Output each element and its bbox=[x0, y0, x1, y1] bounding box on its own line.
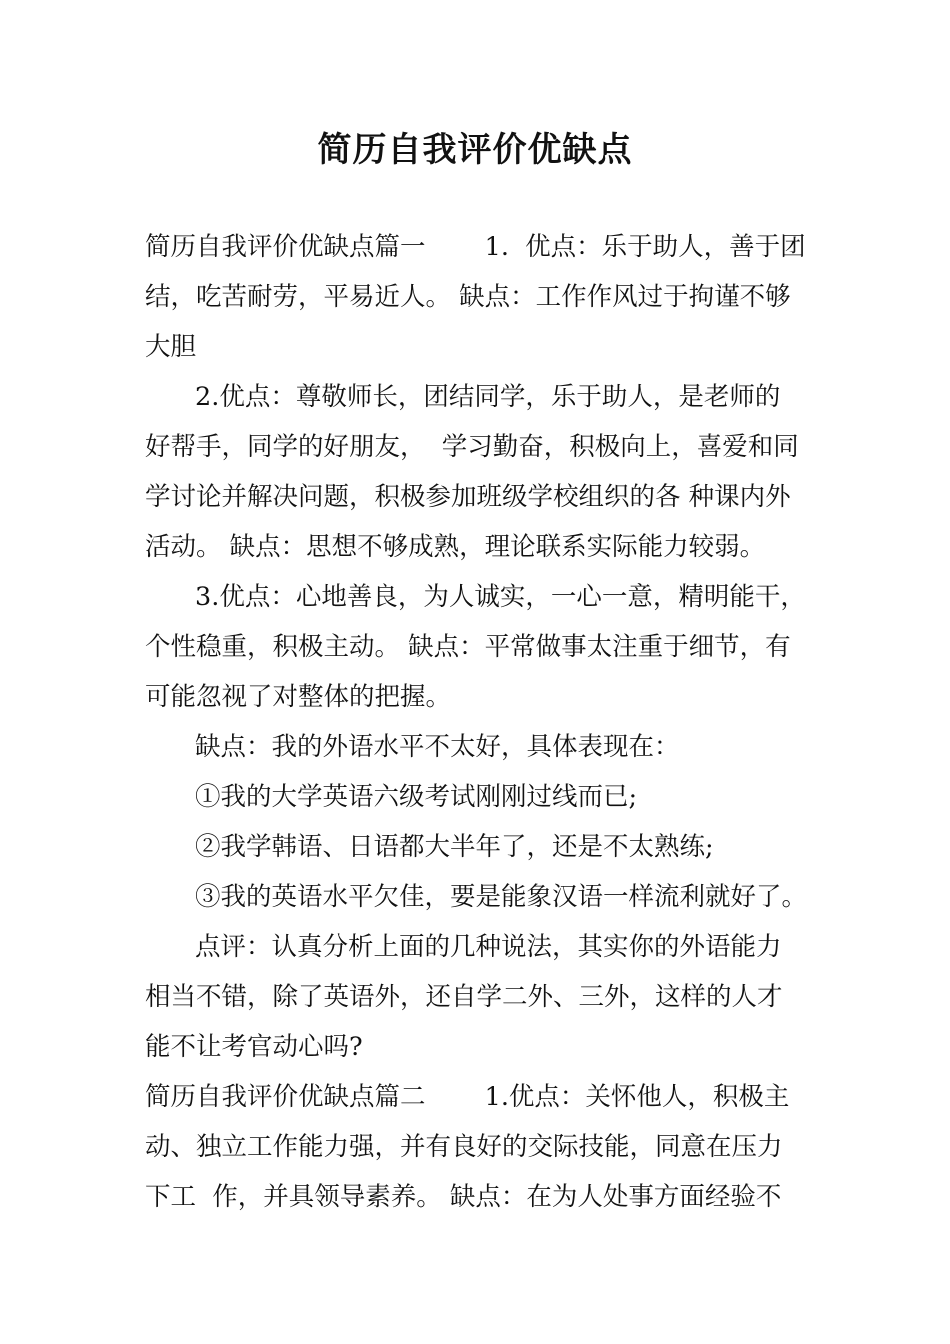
body-line: 点评：认真分析上面的几种说法，其实你的外语能力 bbox=[195, 932, 782, 962]
body-line: 动、独立工作能力强，并有良好的交际技能，同意在压力 bbox=[145, 1132, 783, 1162]
body-line: 下工 作，并具领导素养。 缺点：在为人处事方面经验不 bbox=[145, 1182, 782, 1212]
body-line: 2.优点：尊敬师长，团结同学，乐于助人，是老师的 bbox=[195, 382, 781, 412]
document-title: 简历自我评价优缺点 bbox=[317, 130, 633, 170]
body-line: 活动。 缺点：思想不够成熟，理论联系实际能力较弱。 bbox=[145, 532, 766, 562]
body-line: 缺点：我的外语水平不太好，具体表现在： bbox=[195, 732, 680, 762]
body-line: ③我的英语水平欠佳，要是能象汉语一样流利就好了。 bbox=[195, 882, 808, 912]
body-line: ①我的大学英语六级考试刚刚过线而已; bbox=[195, 782, 638, 812]
body-line: 3.优点：心地善良，为人诚实，一心一意，精明能干， bbox=[195, 582, 806, 612]
body-line: 大胆 bbox=[145, 332, 197, 362]
body-line: 可能忽视了对整体的把握。 bbox=[145, 682, 452, 712]
body-line: 简历自我评价优缺点篇二 1.优点：关怀他人，积极主 bbox=[145, 1082, 790, 1112]
body-line: 学讨论并解决问题，积极参加班级学校组织的各 种课内外 bbox=[145, 482, 791, 512]
body-line: 能不让考官动心吗? bbox=[145, 1032, 363, 1062]
body-line: 结，吃苦耐劳，平易近人。 缺点：工作作风过于拘谨不够 bbox=[145, 282, 791, 312]
body-line: 简历自我评价优缺点篇一 1. 优点：乐于助人，善于团 bbox=[145, 232, 806, 262]
body-line: 相当不错，除了英语外，还自学二外、三外，这样的人才 bbox=[145, 982, 783, 1012]
body-line: 个性稳重，积极主动。 缺点：平常做事太注重于细节，有 bbox=[145, 632, 791, 662]
body-line: ②我学韩语、日语都大半年了，还是不太熟练; bbox=[195, 832, 714, 862]
body-line: 好帮手，同学的好朋友， 学习勤奋，积极向上，喜爱和同 bbox=[145, 432, 799, 462]
